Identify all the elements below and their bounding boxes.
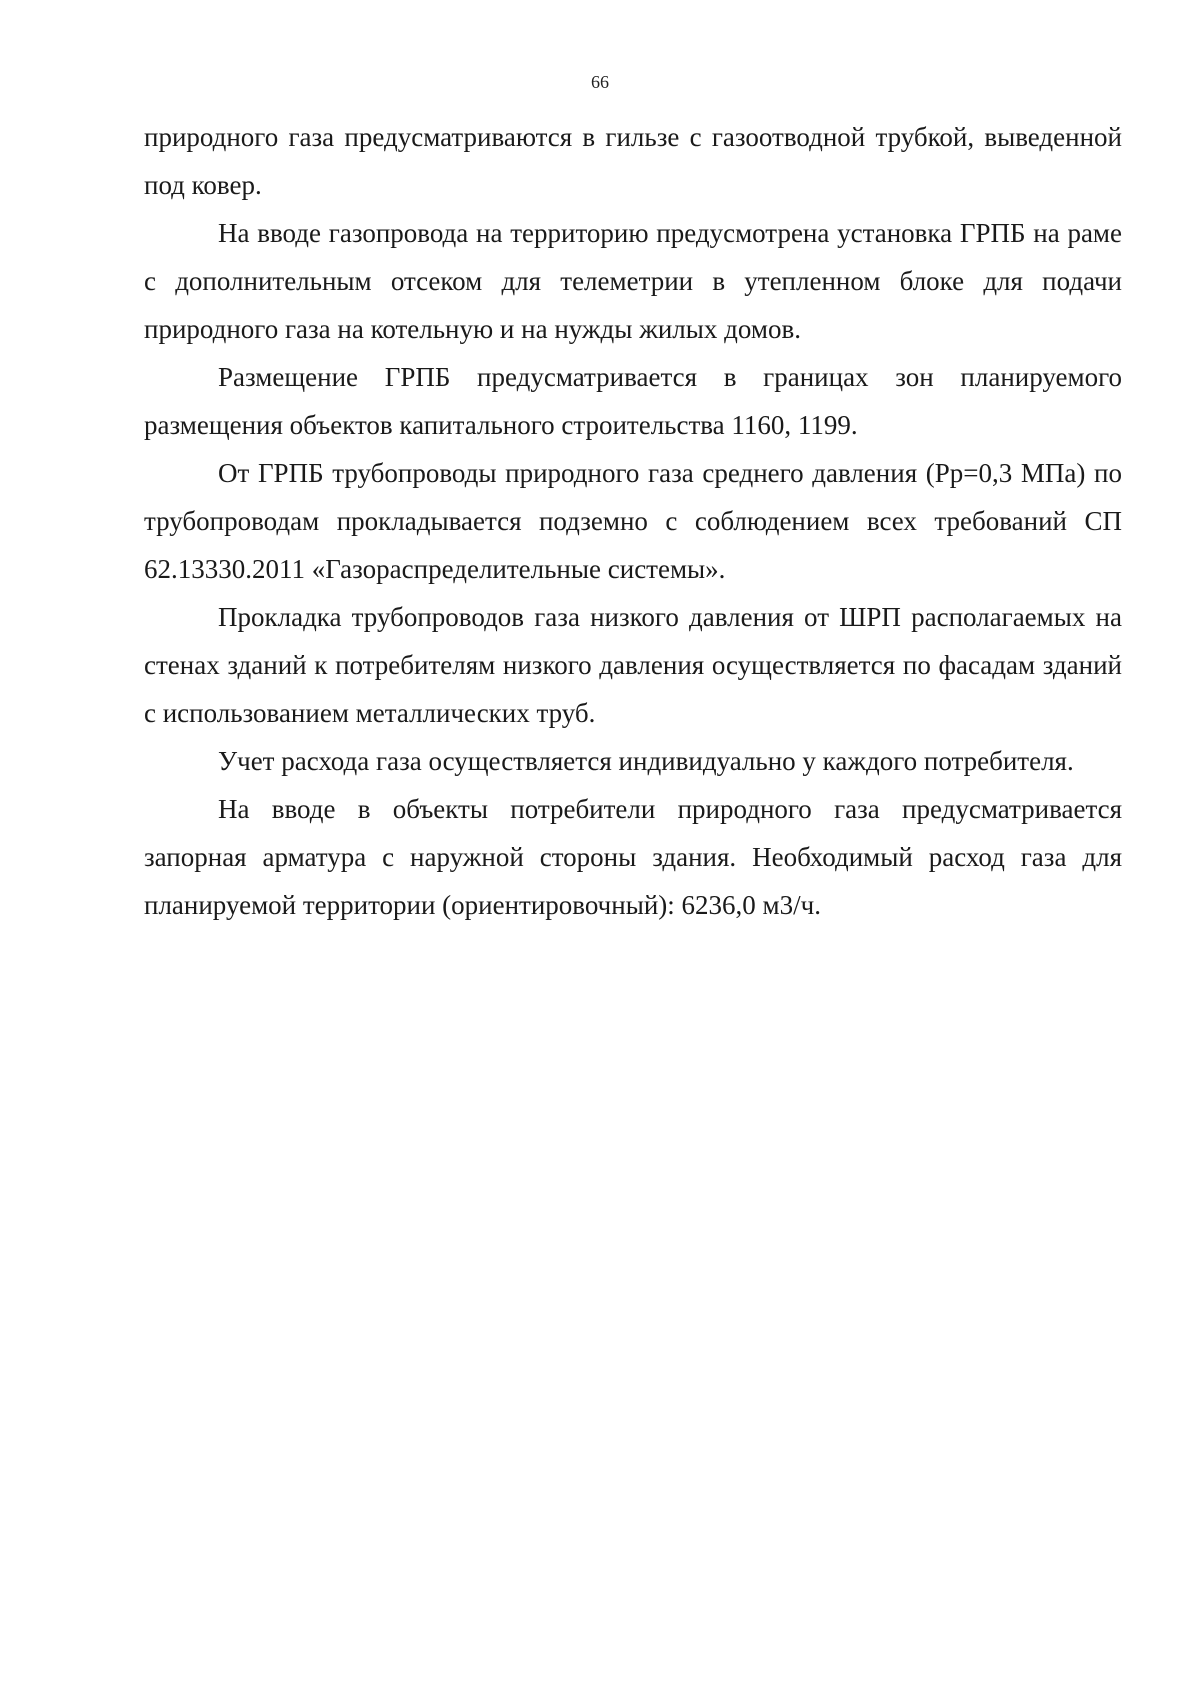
paragraph-grpb-installation: На вводе газопровода на территорию предусмотрена установка ГРПБ на раме с дополнительным отсеком для телеметрии в утепленном блоке для подачи природного газа на котельную и на нужды жилых домов. (144, 218, 1122, 344)
paragraph-medium-pressure-pipes: От ГРПБ трубопроводы природного газа среднего давления (Рр=0,3 МПа) по трубопроводам прокладывается подземно с соблюдением всех требований СП 62.13330.2011 «Газораспределительные системы». (144, 458, 1122, 584)
page-number: 66 (591, 72, 609, 92)
paragraph-gas-consumption: На вводе в объекты потребители природного газа предусматривается запорная арматура с наружной стороны здания. Необходимый расход газа для планируемой территории (ориентировочный): 6236,0 м3/ч. (144, 794, 1122, 920)
paragraph-low-pressure-pipes: Прокладка трубопроводов газа низкого давления от ШРП располагаемых на стенах зданий к потребителям низкого давления осуществляется по фасадам зданий с использованием металлических труб. (144, 602, 1122, 728)
paragraph-grpb-placement: Размещение ГРПБ предусматривается в границах зон планируемого размещения объектов капитального строительства 1160, 1199. (144, 362, 1122, 440)
paragraph-continuation: природного газа предусматриваются в гильзе с газоотводной трубкой, выведенной под ковер. (144, 122, 1122, 200)
paragraph-gas-metering: Учет расхода газа осуществляется индивидуально у каждого потребителя. (218, 746, 1074, 776)
document-body (144, 113, 1122, 929)
